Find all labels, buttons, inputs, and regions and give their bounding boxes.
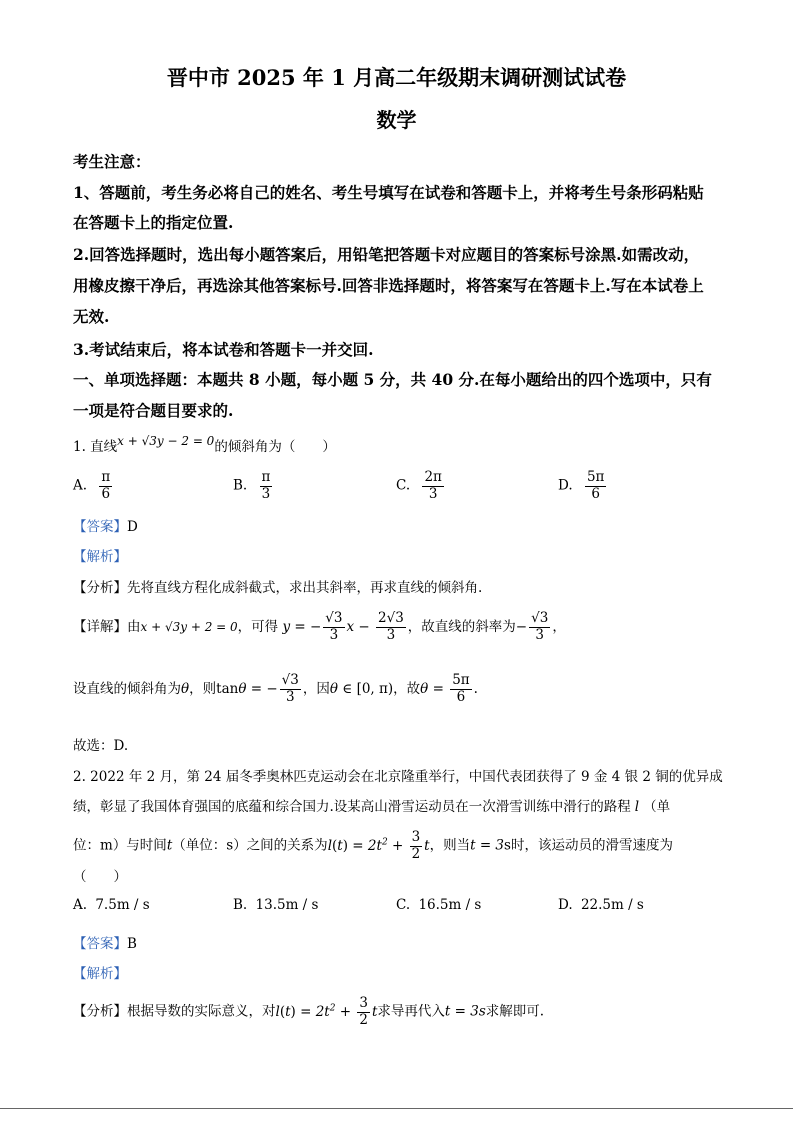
q1-option-b-num: π bbox=[261, 469, 271, 485]
q1-answer bbox=[73, 515, 138, 535]
q2-option-b bbox=[233, 897, 318, 913]
notice-item-2-line-2: 用橡皮擦干净后，再选涂其他答案标号.回答非选择题时，将答案写在答题卡上.写在本试卷上 bbox=[73, 276, 704, 295]
exam-subject: 数学 bbox=[376, 108, 417, 132]
q1-answer-value: D bbox=[127, 519, 138, 535]
q2-line-3-d: ）之间的关系为 bbox=[233, 837, 328, 854]
q2-answer-value: B bbox=[127, 936, 137, 952]
q1-angle-range: θ ∈ [0, π) bbox=[329, 681, 394, 697]
q2-line-3-e: ，则当 bbox=[429, 837, 471, 854]
q1-option-b bbox=[233, 470, 274, 502]
q1-detail-by: 由 bbox=[127, 619, 141, 635]
q1-detail-end: ， bbox=[552, 619, 566, 635]
q1-tan-equation: tanθ = − $\frac{√3}{3}$ bbox=[216, 672, 299, 705]
q2-option-d-letter: D. bbox=[558, 897, 573, 913]
notice-item-2-line-3: 无效. bbox=[73, 307, 110, 326]
page-bottom-rule bbox=[0, 1108, 793, 1109]
notice-item-1-line-2: 在答题卡上的指定位置. bbox=[73, 213, 234, 232]
q2-answer-label: 【答案】 bbox=[73, 936, 127, 952]
q2-line-2-text: 绩，彰显了我国体育强国的底蕴和综合国力.设某高山滑雪运动员在一次滑雪训练中滑行的路程 bbox=[73, 799, 631, 815]
q2-option-a-value: 7.5m / s bbox=[95, 897, 150, 913]
q1-option-c-fraction bbox=[422, 470, 443, 502]
q1-set-because: ，因 bbox=[302, 681, 330, 697]
q2-line-1: 2. 2022 年 2 月，第 24 届冬季奥林匹克运动会在北京隆重举行，中国代表团获得了 9 金 4 银 2 铜的优异成 bbox=[73, 769, 723, 785]
q1-option-c-den: 3 bbox=[428, 485, 438, 502]
q2-fenxi-relation: $l(t) = 2t^2$ + $\frac{3}{2}$ t bbox=[275, 994, 378, 1028]
q1-analysis-label: 【解析】 bbox=[73, 549, 127, 565]
notice-item-2-line-1: 2.回答选择题时，选出每小题答案后，用铅笔把答题卡对应题目的答案标号涂黑.如需改动， bbox=[73, 245, 700, 264]
notice-item-3: 3.考试结束后，将本试卷和答题卡一并交回. bbox=[73, 340, 374, 359]
q2-answer bbox=[73, 932, 137, 952]
q1-set-angle: 设直线的倾斜角为θ，则tanθ = − $\frac{√3}{3}$ ，因θ ∈ [0, π)，故θ = $\frac{5\pi}{6}$ . bbox=[73, 672, 478, 705]
q2-fenxi-label: 【分析】 bbox=[73, 1003, 127, 1020]
q1-option-c-num: 2π bbox=[424, 469, 442, 485]
q1-option-d-num: 5π bbox=[586, 469, 605, 485]
q1-choose: 故选：D. bbox=[73, 738, 129, 754]
q1-set-then: ，则 bbox=[189, 681, 217, 697]
q2-fenxi-a: 根据导数的实际意义，对 bbox=[127, 1003, 276, 1020]
q1-slope-intercept-form: y = − $\frac{√3}{3}$ x − $\frac{2√3}{3}$ bbox=[282, 610, 404, 643]
q2-line-3-f: 时，该运动员的滑雪速度为 bbox=[510, 837, 673, 854]
q1-slope-value: − $\frac{√3}{3}$ bbox=[515, 610, 549, 643]
q1-fenxi-text: 先将直线方程化成斜截式，求出其斜率，再求直线的倾斜角. bbox=[127, 580, 483, 596]
q1-detail-conclude: ，故直线的斜率为 bbox=[407, 619, 516, 635]
q1-fenxi-label: 【分析】 bbox=[73, 580, 127, 596]
q1-option-d-den: 6 bbox=[591, 485, 600, 502]
notice-heading: 考生注意： bbox=[73, 152, 151, 171]
q1-option-c-letter: C. bbox=[396, 477, 411, 494]
q2-fenxi bbox=[73, 988, 544, 1032]
q1-prefix: 1. 直线 bbox=[73, 439, 118, 455]
q2-option-c bbox=[396, 897, 481, 913]
q1-set-text: 设直线的倾斜角为 bbox=[73, 681, 181, 697]
q1-option-b-letter: B. bbox=[233, 477, 248, 494]
q2-line-2-unit: （单 bbox=[643, 799, 671, 815]
q2-option-b-letter: B. bbox=[233, 897, 248, 913]
q1-option-a-den: 6 bbox=[101, 485, 111, 502]
q2-fenxi-b: 求导再代入 bbox=[377, 1003, 445, 1020]
q1-option-a-letter: A. bbox=[73, 477, 88, 494]
q2-fenxi-t: t = 3s bbox=[444, 1003, 486, 1020]
q1-option-a-num: π bbox=[101, 469, 111, 485]
section-heading-line-2: 一项是符合题目要求的. bbox=[73, 401, 234, 420]
q1-option-d-letter: D. bbox=[558, 477, 573, 494]
q1-option-c bbox=[396, 470, 446, 502]
q1-detail-get: ，可得 bbox=[237, 619, 279, 635]
q1-equation: x + √3y − 2 = 0 bbox=[117, 434, 215, 448]
q2-var-l: l bbox=[634, 799, 640, 815]
q1-detail-equation: x + √3y + 2 = 0 bbox=[140, 620, 238, 634]
q1-detail bbox=[73, 606, 566, 648]
q2-analysis-label: 【解析】 bbox=[73, 966, 127, 982]
q1-option-a-fraction bbox=[99, 470, 112, 502]
q2-unit-s: s bbox=[226, 837, 234, 854]
q1-option-a bbox=[73, 470, 114, 502]
q2-option-d bbox=[558, 897, 644, 913]
exam-title: 晋中市 2025 年 1 月高二年级期末调研测试试卷 bbox=[166, 65, 627, 90]
q2-line-3-b: ）与时间 bbox=[112, 837, 167, 854]
q2-option-a bbox=[73, 897, 150, 913]
q2-line-3-c: （单位： bbox=[172, 837, 227, 854]
q2-line-2 bbox=[73, 795, 670, 815]
q1-suffix: 的倾斜角为（ ） bbox=[214, 439, 336, 455]
q1-option-d-fraction bbox=[585, 470, 606, 502]
q2-line-3-a: 位： bbox=[73, 837, 100, 854]
q2-fenxi-c: 求解即可. bbox=[485, 1003, 545, 1020]
q1-option-b-fraction bbox=[260, 470, 273, 502]
q2-line-3: 位：m）与时间t（单位：s）之间的关系为$l(t) = 2t^2$ + $\frac{3}{2}$ t，则当t = 3s时，该运动员的滑雪速度为 bbox=[73, 828, 673, 862]
q1-set-so: ，故 bbox=[393, 681, 421, 697]
q1-stem bbox=[73, 435, 336, 455]
q2-option-b-value: 13.5m / s bbox=[255, 897, 319, 913]
q1-answer-label: 【答案】 bbox=[73, 519, 127, 535]
notice-item-1-line-1: 1、答题前，考生务必将自己的姓名、考生号填写在试卷和答题卡上，并将考生号条形码粘贴 bbox=[73, 183, 704, 202]
q1-detail-label: 【详解】 bbox=[73, 619, 127, 635]
q2-option-d-value: 22.5m / s bbox=[580, 897, 644, 913]
q1-set-end: . bbox=[473, 681, 478, 697]
q2-option-c-value: 16.5m / s bbox=[418, 897, 482, 913]
q2-option-a-letter: A. bbox=[73, 897, 88, 913]
q2-option-c-letter: C. bbox=[396, 897, 411, 913]
q1-fenxi bbox=[73, 576, 482, 596]
q2-unit-m: m bbox=[100, 837, 113, 854]
q2-line-4: （ ） bbox=[73, 869, 127, 885]
q2-time-value: t = 3s bbox=[470, 837, 511, 854]
section-heading-line-1: 一、单项选择题：本题共 8 小题，每小题 5 分，共 40 分.在每小题给出的四个选项中，只有 bbox=[73, 370, 712, 389]
q1-angle-result: θ = $\frac{5\pi}{6}$ bbox=[420, 672, 470, 705]
q1-option-b-den: 3 bbox=[261, 485, 271, 502]
q1-option-d bbox=[558, 470, 608, 502]
q2-relation: $l(t) = 2t^2$ + $\frac{3}{2}$ t bbox=[327, 828, 430, 862]
